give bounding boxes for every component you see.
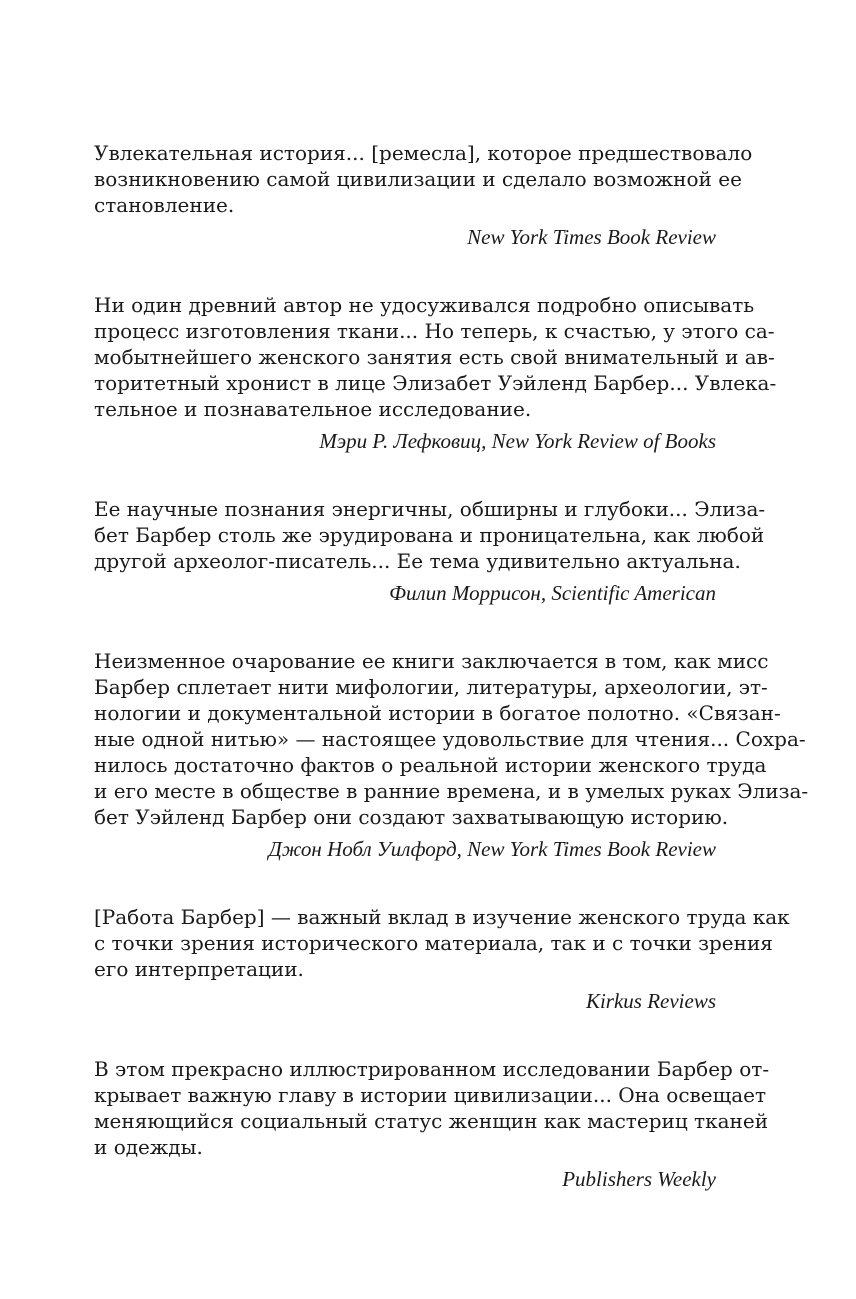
quote-line: становление. <box>94 193 235 217</box>
quote-line: и одежды. <box>94 1135 203 1159</box>
review-spacer <box>94 250 716 292</box>
quote-line: его интерпретации. <box>94 957 304 981</box>
quote-line: бет Барбер столь же эрудирована и проницательна, как любой <box>94 523 765 547</box>
quote-line: торитетный хронист в лице Элизабет Уэйленд Барбер... Увлека- <box>94 371 777 395</box>
quote-line: мобытнейшего женского занятия есть свой внимательный и ав- <box>94 345 775 369</box>
quote-line: [Работа Барбер] — важный вклад в изучение женского труда как <box>94 905 790 929</box>
review-page <box>94 140 809 1192</box>
review-spacer <box>94 606 716 648</box>
quote-line: возникновению самой цивилизации и сделало возможной ее <box>94 167 742 191</box>
review-quote <box>94 140 753 218</box>
review-spacer <box>94 1014 716 1056</box>
review-quote <box>94 648 809 830</box>
quote-line: Ее научные познания энергичны, обширны и глубоки... Элиза- <box>94 497 766 521</box>
quote-line: нилось достаточно фактов о реальной истории женского труда <box>94 753 767 777</box>
quote-line: ные одной нитью» — настоящее удовольствие для чтения... Сохра- <box>94 727 806 751</box>
quote-line: и его месте в обществе в ранние времена, и в умелых руках Элиза- <box>94 779 809 803</box>
review-5 <box>94 904 790 1014</box>
review-4 <box>94 648 809 862</box>
review-source: Джон Нобл Уилфорд, New York Times Book Review <box>268 837 716 861</box>
review-1 <box>94 140 753 250</box>
quote-line: с точки зрения исторического материала, так и с точки зрения <box>94 931 773 955</box>
quote-line: другой археолог-писатель... Ее тема удивительно актуальна. <box>94 549 741 573</box>
quote-line: бет Уэйленд Барбер они создают захватывающую историю. <box>94 805 729 829</box>
review-spacer <box>94 862 716 904</box>
quote-line: нологии и документальной истории в богатое полотно. «Связан- <box>94 701 781 725</box>
quote-line: Барбер сплетает нити мифологии, литературы, археологии, эт- <box>94 675 768 699</box>
quote-line: Ни один древний автор не удосуживался подробно описывать <box>94 293 755 317</box>
review-quote <box>94 1056 770 1160</box>
review-source: Kirkus Reviews <box>585 989 716 1013</box>
review-source: Филип Моррисон, Scientific American <box>389 581 716 605</box>
review-quote <box>94 904 790 982</box>
quote-line: В этом прекрасно иллюстрированном исследовании Барбер от- <box>94 1057 770 1081</box>
review-spacer <box>94 454 716 496</box>
review-2 <box>94 292 777 454</box>
review-source: Мэри Р. Лефковиц, New York Review of Books <box>319 429 716 453</box>
quote-line: меняющийся социальный статус женщин как мастериц тканей <box>94 1109 769 1133</box>
review-quote <box>94 496 766 574</box>
review-3 <box>94 496 766 606</box>
quote-line: тельное и познавательное исследование. <box>94 397 532 421</box>
review-6 <box>94 1056 770 1192</box>
quote-line: процесс изготовления ткани... Но теперь, к счастью, у этого са- <box>94 319 775 343</box>
review-quote <box>94 292 777 422</box>
review-source: New York Times Book Review <box>467 225 716 249</box>
quote-line: крывает важную главу в истории цивилизации... Она освещает <box>94 1083 767 1107</box>
quote-line: Увлекательная история... [ремесла], которое предшествовало <box>94 141 753 165</box>
review-source: Publishers Weekly <box>562 1167 716 1191</box>
quote-line: Неизменное очарование ее книги заключается в том, как мисс <box>94 649 769 673</box>
